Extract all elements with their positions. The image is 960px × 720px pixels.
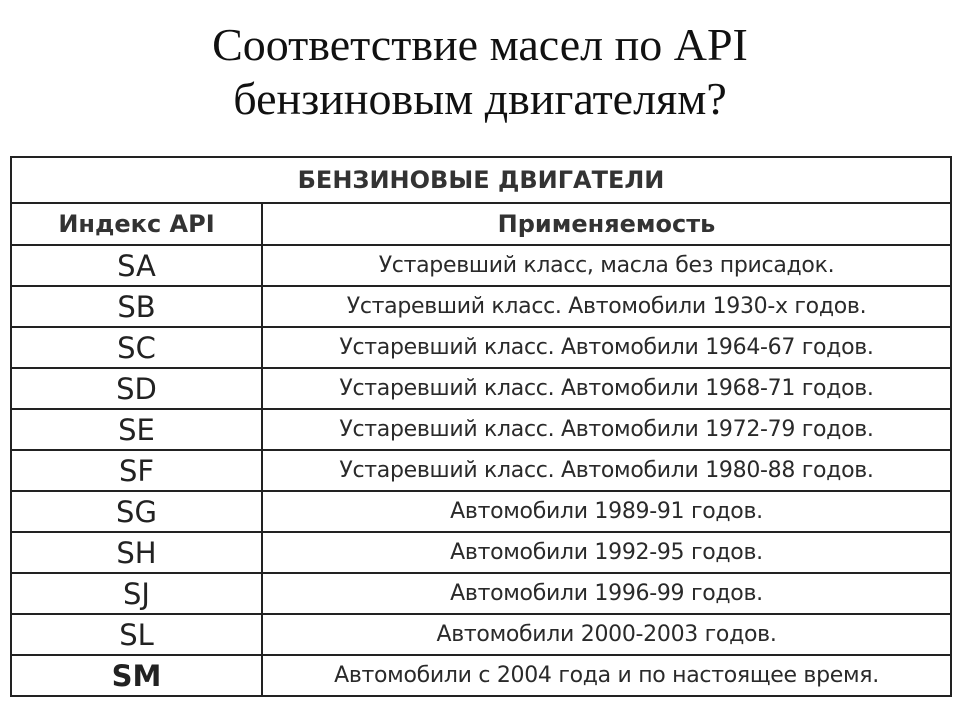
api-index-cell: SC (11, 327, 262, 368)
table-row (11, 491, 951, 532)
applicability-cell: Автомобили с 2004 года и по настоящее время. (262, 655, 951, 696)
api-index-cell: SJ (11, 573, 262, 614)
applicability-cell: Автомобили 1992-95 годов. (262, 532, 951, 573)
table-header-row (11, 203, 951, 245)
table-body (11, 245, 951, 696)
table-heading-row (11, 157, 951, 203)
column-header-use: Применяемость (262, 203, 951, 245)
applicability-cell: Устаревший класс. Автомобили 1930-х годов. (262, 286, 951, 327)
table-row (11, 655, 951, 696)
api-index-cell: SE (11, 409, 262, 450)
api-index-cell: SB (11, 286, 262, 327)
title-line-2: бензиновым двигателям? (233, 73, 727, 124)
table-row (11, 532, 951, 573)
column-header-index: Индекс API (11, 203, 262, 245)
applicability-cell: Устаревший класс. Автомобили 1972-79 годов. (262, 409, 951, 450)
table-row (11, 286, 951, 327)
table-row (11, 368, 951, 409)
api-oil-table (10, 156, 952, 697)
api-index-cell: SA (11, 245, 262, 286)
table-row (11, 245, 951, 286)
applicability-cell: Устаревший класс. Автомобили 1980-88 годов. (262, 450, 951, 491)
applicability-cell: Устаревший класс. Автомобили 1968-71 годов. (262, 368, 951, 409)
table-row (11, 450, 951, 491)
api-index-cell: SD (11, 368, 262, 409)
table-row (11, 614, 951, 655)
table-heading: БЕНЗИНОВЫЕ ДВИГАТЕЛИ (11, 157, 951, 203)
applicability-cell: Устаревший класс. Автомобили 1964-67 годов. (262, 327, 951, 368)
table-row (11, 327, 951, 368)
applicability-cell: Автомобили 2000-2003 годов. (262, 614, 951, 655)
applicability-cell: Автомобили 1989-91 годов. (262, 491, 951, 532)
applicability-cell: Устаревший класс, масла без присадок. (262, 245, 951, 286)
api-index-cell: SF (11, 450, 262, 491)
table-row (11, 409, 951, 450)
api-index-cell: SG (11, 491, 262, 532)
title-line-1: Соответствие масел по API (212, 19, 748, 70)
page-title (0, 18, 960, 126)
api-index-cell: SM (11, 655, 262, 696)
api-index-cell: SH (11, 532, 262, 573)
api-index-cell: SL (11, 614, 262, 655)
applicability-cell: Автомобили 1996-99 годов. (262, 573, 951, 614)
table-row (11, 573, 951, 614)
